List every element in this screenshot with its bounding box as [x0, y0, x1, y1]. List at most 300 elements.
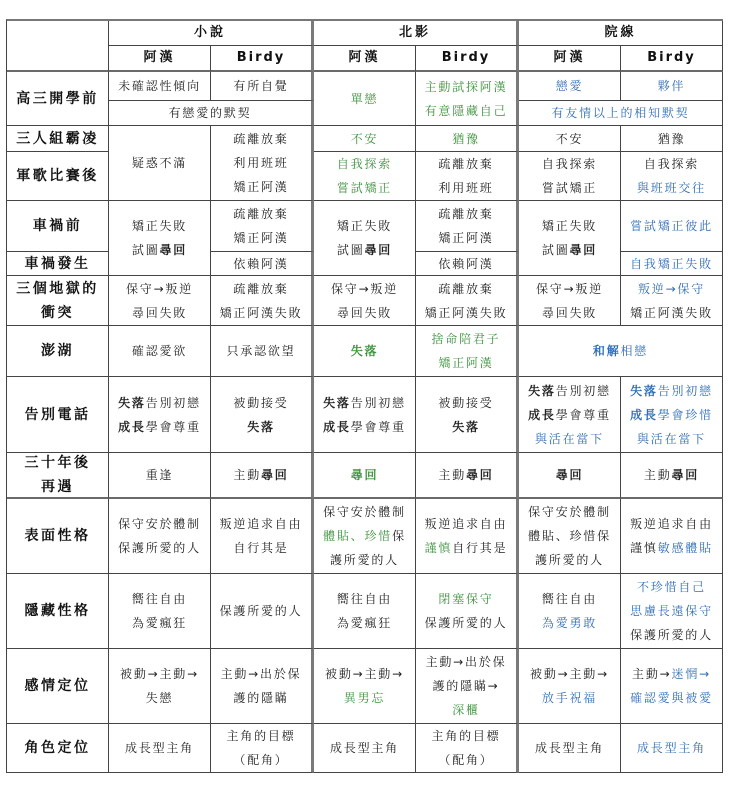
- corner-cell: [7, 21, 109, 72]
- cell-text: 成長: [118, 419, 146, 434]
- cell-text: 與班班交往: [636, 181, 706, 195]
- cell-line: [542, 214, 597, 238]
- cell-text: 保護所愛的人: [424, 616, 508, 630]
- cell-line: [542, 238, 597, 262]
- cell-text: 主動: [233, 468, 261, 482]
- cell-text: 嘗試矯正彼此: [630, 219, 713, 233]
- cell-line: [233, 686, 288, 710]
- cell-text: 閉塞保守: [438, 592, 494, 606]
- cell-line: [118, 74, 201, 98]
- cell-text: 有所自覺: [233, 79, 289, 93]
- cell-r7-novel-birdy: [211, 377, 314, 453]
- row-label-text: 再遇: [41, 479, 74, 495]
- cell-text: 學會尊重: [145, 419, 201, 434]
- group-header-theatrical: [519, 21, 723, 46]
- cell-r11-release-han: [519, 649, 621, 724]
- cell-r0-film-birdy: [416, 72, 519, 126]
- cell-line: [233, 202, 288, 226]
- cell-line: [644, 463, 699, 487]
- cell-r3-film-han: [314, 201, 416, 276]
- cell-line: [337, 587, 392, 611]
- cell-text: 告別初戀: [555, 383, 611, 398]
- cell-text: 為愛瘋狂: [131, 616, 188, 630]
- cell-line: [426, 650, 507, 674]
- cell-line: [169, 101, 252, 125]
- cell-line: [425, 301, 508, 325]
- cell-text: 成長型主角: [124, 741, 194, 755]
- cell-line: [337, 301, 392, 325]
- cell-line: [220, 512, 303, 536]
- cell-r8-film-birdy: [416, 453, 519, 499]
- label-line: [25, 674, 91, 698]
- label-line: [25, 453, 91, 475]
- cell-text: 主動→出於保: [425, 655, 507, 669]
- cell-text: 矯正阿漢失敗: [424, 305, 508, 320]
- cell-r11-film-han: [314, 649, 416, 724]
- cell-text: 被動接受: [438, 395, 494, 410]
- row-label-text: 澎湖: [41, 343, 74, 359]
- cell-text: 嚮往自由: [336, 592, 393, 606]
- cell-r7-release-birdy: [621, 377, 723, 453]
- cell-text: 謹慎: [424, 541, 453, 555]
- cell-text: 尋回: [466, 468, 494, 482]
- cell-text: 謹慎: [630, 541, 658, 555]
- cell-line: [331, 277, 398, 301]
- row-label-r4: [7, 252, 109, 276]
- cell-line: [425, 536, 508, 560]
- cell-line: [132, 587, 187, 611]
- cell-r0-novel-shared: [109, 101, 314, 126]
- cell-text: 疏離放棄: [438, 207, 494, 221]
- row-label-r5: [7, 276, 109, 326]
- cell-text: 為愛瘋狂: [336, 616, 393, 630]
- cell-line: [438, 152, 493, 176]
- row-label-text: 三人組霸凌: [16, 130, 99, 147]
- cell-line: [556, 463, 584, 487]
- cell-line: [323, 524, 406, 548]
- cell-text: 失落: [630, 383, 658, 398]
- group-label: 小說: [193, 25, 226, 40]
- cell-line: [438, 252, 493, 276]
- cell-line: [226, 339, 295, 363]
- label-line: [41, 301, 74, 325]
- cell-text: 尋回失敗: [541, 305, 598, 320]
- cell-text: 學會珍惜: [657, 407, 713, 422]
- cell-r0-novel-han: [109, 72, 211, 101]
- cell-text: 相戀: [620, 344, 649, 358]
- cell-text: 成長: [323, 419, 351, 434]
- cell-text: 叛逆追求自由: [219, 517, 303, 531]
- cell-line: [233, 463, 288, 487]
- character-header-release-han: [519, 46, 621, 72]
- cell-text: 尋回: [261, 468, 289, 482]
- cell-text: 利用班班: [233, 156, 289, 170]
- cell-line: [351, 87, 379, 111]
- cell-line: [542, 301, 597, 325]
- cell-text: 猶豫: [452, 131, 480, 146]
- cell-line: [132, 339, 187, 363]
- cell-line: [556, 127, 584, 151]
- cell-line: [438, 176, 493, 200]
- cell-line: [125, 736, 194, 760]
- cell-r5-release-han: [519, 276, 621, 326]
- cell-text: 嘗試矯正: [541, 181, 598, 195]
- cell-line: [233, 74, 288, 98]
- cell-text: 不安: [350, 131, 379, 146]
- cell-line: [630, 599, 713, 623]
- cell-line: [644, 152, 699, 176]
- cell-text: 保護所愛的人: [219, 604, 303, 618]
- cell-text: 主動→: [632, 667, 672, 681]
- cell-text: 尋回: [159, 243, 188, 257]
- group-label: 北影: [398, 25, 431, 40]
- cell-r7-film-han: [314, 377, 416, 453]
- cell-line: [542, 686, 597, 710]
- cell-line: [438, 226, 493, 250]
- cell-line: [632, 662, 711, 686]
- cell-line: [452, 415, 480, 439]
- cell-line: [542, 152, 597, 176]
- cell-line: [438, 463, 493, 487]
- cell-text: 試圖: [336, 243, 365, 257]
- cell-line: [438, 277, 493, 301]
- cell-r11-novel-han: [109, 649, 211, 724]
- cell-text: 告別初戀: [657, 383, 713, 398]
- cell-line: [233, 252, 288, 276]
- cell-r4-release-birdy: [621, 252, 723, 276]
- row-label-r10: [7, 574, 109, 649]
- cell-line: [120, 662, 199, 686]
- cell-r2-release-birdy: [621, 152, 723, 201]
- cell-text: 學會尊重: [350, 419, 406, 434]
- cell-text: 疑惑不滿: [131, 156, 188, 170]
- cell-r5-film-han: [314, 276, 416, 326]
- cell-r1-release-han: [519, 126, 621, 152]
- cell-text: 疏離放棄: [438, 281, 494, 296]
- group-label: 院線: [604, 25, 637, 40]
- cell-line: [132, 301, 187, 325]
- cell-text: 嘗試矯正: [336, 181, 393, 195]
- cell-line: [630, 623, 713, 647]
- cell-line: [630, 252, 713, 276]
- cell-text: 矯正阿漢: [233, 231, 289, 245]
- cell-line: [323, 415, 406, 439]
- cell-r0-novel-birdy: [211, 72, 314, 101]
- cell-text: 成長型主角: [636, 741, 706, 755]
- cell-line: [325, 662, 404, 686]
- row-label-text: 三個地獄的: [16, 280, 99, 297]
- row-label-text: 車禍前: [32, 218, 83, 234]
- cell-text: 疏離放棄: [233, 132, 289, 146]
- character-header-release-birdy: [621, 46, 723, 72]
- cell-text: 護所愛的人: [534, 553, 604, 567]
- cell-text: 告別初戀: [145, 395, 201, 410]
- row-label-text: 軍歌比賽後: [16, 168, 99, 184]
- cell-r10-novel-han: [109, 574, 211, 649]
- cell-text: 疏離放棄: [233, 207, 289, 221]
- cell-text: 重逢: [145, 468, 174, 482]
- cell-text: 被動接受: [233, 395, 289, 410]
- cell-text: 成長: [528, 407, 556, 422]
- cell-line: [118, 536, 201, 560]
- cell-line: [535, 736, 604, 760]
- cell-text: 為愛勇敢: [541, 616, 598, 630]
- cell-text: 保守安於體制: [323, 505, 406, 519]
- cell-text: 夥伴: [657, 79, 686, 93]
- cell-text: 保護所愛的人: [118, 541, 201, 555]
- cell-text: 失落: [452, 419, 480, 434]
- cell-r6-release-shared: [519, 326, 723, 377]
- cell-text: 疏離放棄: [233, 281, 289, 296]
- cell-text: 被動→主動→: [120, 667, 199, 681]
- cell-text: 矯正阿漢: [233, 180, 289, 194]
- cell-line: [431, 327, 500, 351]
- cell-text: 未確認性傾向: [118, 79, 201, 93]
- row-label-text: 角色定位: [24, 740, 91, 756]
- cell-text: 被動→主動→: [530, 667, 609, 681]
- cell-r5-novel-birdy: [211, 276, 314, 326]
- cell-text: 深櫃: [452, 703, 480, 717]
- cell-text: 嚮往自由: [131, 592, 188, 606]
- cell-text: 嚮往自由: [541, 592, 598, 606]
- cell-line: [535, 427, 604, 451]
- cell-text: 保守→叛逆: [535, 281, 604, 296]
- cell-text: 尋回: [364, 243, 393, 257]
- cell-text: 保守→叛逆: [125, 281, 194, 296]
- cell-line: [638, 277, 705, 301]
- cell-line: [528, 524, 611, 548]
- cell-text: 保守安於體制: [528, 505, 611, 519]
- cell-line: [118, 391, 201, 415]
- cell-line: [438, 748, 493, 772]
- cell-text: 敏感體貼: [657, 541, 713, 555]
- cell-line: [220, 599, 303, 623]
- cell-r8-release-han: [519, 453, 621, 499]
- cell-r10-novel-birdy: [211, 574, 314, 649]
- cell-line: [425, 611, 508, 635]
- cell-text: 學會尊重: [555, 407, 611, 422]
- cell-text: 失落: [118, 395, 146, 410]
- cell-text: 尋回: [350, 468, 379, 482]
- cell-line: [330, 548, 399, 572]
- cell-r0-release-han: [519, 72, 621, 101]
- cell-text: 矯正阿漢: [438, 356, 494, 370]
- cell-r2-film-han: [314, 152, 416, 201]
- cell-r0-release-shared: [519, 101, 723, 126]
- cell-text: 體貼、珍惜保: [528, 529, 611, 543]
- cell-r6-novel-han: [109, 326, 211, 377]
- cell-text: 確認愛與被愛: [630, 691, 713, 705]
- cell-text: 和解: [592, 344, 621, 358]
- cell-r9-film-birdy: [416, 499, 519, 574]
- cell-line: [146, 686, 174, 710]
- cell-line: [438, 587, 493, 611]
- cell-text: 矯正失敗: [541, 219, 598, 233]
- cell-line: [146, 463, 174, 487]
- label-line: [41, 339, 74, 363]
- cell-text: 失落: [323, 395, 351, 410]
- cell-text: 成長型主角: [534, 741, 604, 755]
- cell-line: [542, 611, 597, 635]
- row-label-text: 衝突: [41, 304, 74, 321]
- cell-r1-film-birdy: [416, 126, 519, 152]
- row-label-text: 表面性格: [24, 528, 91, 544]
- cell-r3-release-birdy: [621, 201, 723, 252]
- cell-text: 主角的目標: [226, 729, 296, 743]
- row-label-text: 三十年後: [24, 455, 91, 471]
- cell-text: （配角）: [233, 753, 289, 767]
- cell-r5-film-birdy: [416, 276, 519, 326]
- cell-r7-film-birdy: [416, 377, 519, 453]
- cell-line: [630, 301, 713, 325]
- cell-line: [551, 101, 689, 125]
- cell-r12-release-han: [519, 724, 621, 773]
- cell-text: 不安: [555, 131, 584, 146]
- cell-line: [221, 662, 302, 686]
- row-label-r11: [7, 649, 109, 724]
- cell-text: 主角的目標: [431, 729, 501, 743]
- cell-line: [637, 176, 706, 200]
- cell-text: 尋回失敗: [131, 305, 188, 320]
- cell-line: [233, 748, 288, 772]
- cell-text: 試圖: [131, 243, 160, 257]
- row-label-r8: [7, 453, 109, 499]
- cell-text: 尋回失敗: [336, 305, 393, 320]
- cell-line: [536, 277, 603, 301]
- cell-line: [438, 391, 493, 415]
- cell-line: [556, 74, 584, 98]
- cell-r9-novel-birdy: [211, 499, 314, 574]
- cell-r12-film-birdy: [416, 724, 519, 773]
- cell-text: 迷惘→: [671, 667, 711, 681]
- cell-r1-release-birdy: [621, 126, 723, 152]
- cell-text: 失落: [528, 383, 556, 398]
- label-line: [16, 277, 99, 301]
- cell-text: 告別初戀: [350, 395, 406, 410]
- cell-line: [337, 152, 392, 176]
- cell-text: 自我探索: [336, 157, 393, 171]
- cell-line: [233, 127, 288, 151]
- cell-line: [226, 724, 295, 748]
- character-header-novel-han: [109, 46, 211, 72]
- cell-text: 確認愛欲: [131, 344, 188, 358]
- cell-text: （配角）: [438, 753, 494, 767]
- row-label-r1: [7, 126, 109, 152]
- cell-text: 有戀愛的默契: [168, 106, 252, 120]
- character-label: 阿漢: [348, 50, 381, 65]
- cell-line: [425, 75, 508, 99]
- cell-line: [323, 500, 406, 524]
- character-label: 阿漢: [553, 50, 586, 65]
- cell-text: 試圖: [541, 243, 570, 257]
- cell-text: 失落: [247, 419, 275, 434]
- cell-r0-film-han: [314, 72, 416, 126]
- cell-r8-novel-han: [109, 453, 211, 499]
- cell-text: 與活在當下: [636, 431, 706, 446]
- cell-r5-release-birdy: [621, 276, 723, 326]
- character-comparison-table: [6, 19, 723, 773]
- row-label-text: 車禍發生: [24, 255, 91, 272]
- cell-text: 護的隱瞞: [233, 691, 289, 705]
- cell-r9-film-han: [314, 499, 416, 574]
- cell-text: 主動: [643, 468, 672, 482]
- cell-r3-novel-han: [109, 201, 211, 276]
- row-label-r0: [7, 72, 109, 126]
- row-label-r2: [7, 152, 109, 201]
- cell-r1-novel-han: [109, 126, 211, 201]
- row-label-r3: [7, 201, 109, 252]
- row-label-r9: [7, 499, 109, 574]
- cell-text: 保守安於體制: [118, 517, 201, 531]
- cell-text: 自我探索: [541, 157, 598, 171]
- cell-line: [118, 512, 201, 536]
- cell-r0-release-birdy: [621, 72, 723, 101]
- cell-r1-film-han: [314, 126, 416, 152]
- cell-line: [330, 736, 399, 760]
- cell-line: [438, 202, 493, 226]
- cell-r11-film-birdy: [416, 649, 519, 724]
- cell-line: [337, 176, 392, 200]
- cell-r1-novel-birdy: [211, 126, 314, 201]
- cell-r12-novel-han: [109, 724, 211, 773]
- row-label-text: 感情定位: [24, 678, 91, 694]
- cell-line: [658, 74, 686, 98]
- cell-text: 思慮長遠保守: [630, 604, 713, 618]
- cell-line: [637, 575, 706, 599]
- cell-r11-release-birdy: [621, 649, 723, 724]
- cell-r3-film-birdy: [416, 201, 519, 252]
- cell-line: [432, 674, 499, 698]
- cell-line: [637, 736, 706, 760]
- cell-text: 只承認欲望: [226, 344, 296, 358]
- cell-line: [233, 175, 288, 199]
- label-line: [25, 736, 91, 760]
- cell-line: [425, 99, 508, 123]
- cell-r12-release-birdy: [621, 724, 723, 773]
- cell-text: 與活在當下: [534, 431, 604, 446]
- label-line: [25, 403, 91, 427]
- cell-text: 捨命陪君子: [431, 332, 501, 346]
- cell-text: 放手祝福: [541, 691, 598, 705]
- character-label: Birdy: [647, 50, 696, 65]
- label-line: [16, 164, 99, 188]
- cell-text: 尋回: [569, 243, 598, 257]
- cell-text: 失戀: [145, 691, 174, 705]
- cell-text: 主動→出於保: [220, 667, 302, 681]
- cell-r6-novel-birdy: [211, 326, 314, 377]
- cell-text: 矯正阿漢: [438, 231, 494, 245]
- cell-text: 有意隱藏自己: [424, 103, 508, 118]
- cell-r10-release-han: [519, 574, 621, 649]
- cell-line: [344, 686, 385, 710]
- cell-text: 自行其是: [452, 541, 508, 555]
- cell-text: 依賴阿漢: [233, 256, 289, 271]
- cell-r7-release-han: [519, 377, 621, 453]
- row-label-text: 告別電話: [24, 406, 91, 423]
- row-label-r6: [7, 326, 109, 377]
- cell-line: [425, 512, 508, 536]
- cell-line: [233, 391, 288, 415]
- cell-text: 單戀: [350, 91, 379, 106]
- label-line: [41, 475, 74, 499]
- character-header-film-han: [314, 46, 416, 72]
- cell-line: [233, 226, 288, 250]
- label-line: [25, 524, 91, 548]
- cell-r9-novel-han: [109, 499, 211, 574]
- cell-r10-film-han: [314, 574, 416, 649]
- cell-line: [528, 379, 611, 403]
- character-label: Birdy: [441, 50, 491, 65]
